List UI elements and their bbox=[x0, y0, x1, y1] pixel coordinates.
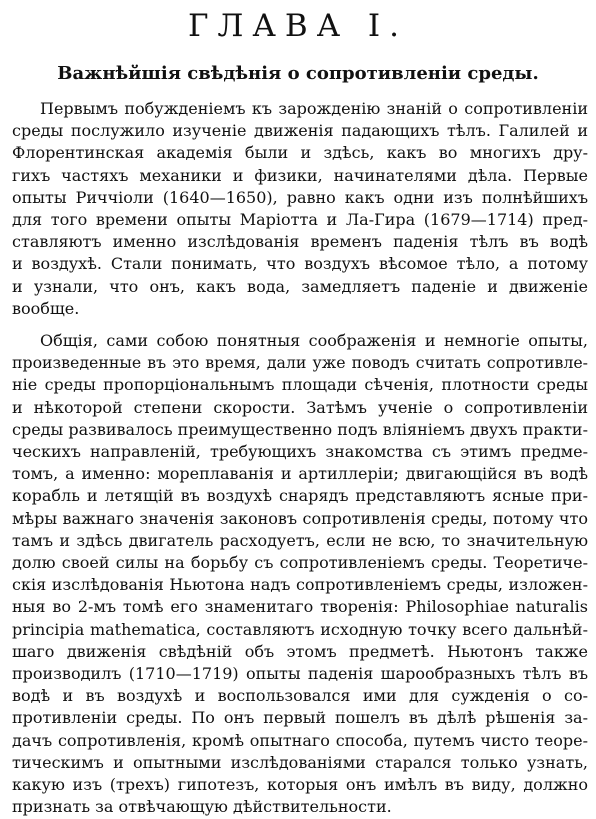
section-title: Важнѣйшія свѣдѣнія о сопротивленіи среды. bbox=[57, 63, 539, 84]
text-line: ставляютъ именно изслѣдованія временъ паденія тѣлъ въ водѣ bbox=[12, 232, 588, 252]
text-line: шаго движенія свѣдѣній объ этомъ предметѣ. Ньютонъ также bbox=[12, 641, 588, 661]
body-text bbox=[12, 98, 588, 819]
text-line: тамъ и здѣсь двигатель расходуетъ, если не всю, то значительную bbox=[12, 530, 588, 550]
text-line: гихъ частяхъ механики и физики, начинателями дѣла. Первые bbox=[12, 165, 588, 185]
text-line: долю своей силы на борьбу съ сопротивленіемъ среды. Теоретиче- bbox=[12, 553, 588, 573]
text-line: опыты Риччіоли (1640—1650), равно какъ одни изъ полнѣйшихъ bbox=[12, 187, 588, 207]
text-line: среды развивалось преимущественно подъ вліяніемъ двухъ практи- bbox=[12, 419, 588, 439]
text-line: и нѣкоторой степени скорости. Затѣмъ ученіе о сопротивленіи bbox=[12, 397, 588, 417]
text-line: и воздухѣ. Стали понимать, что воздухъ вѣсомое тѣло, а потому bbox=[12, 254, 588, 274]
text-line: principia mathematica, составляютъ исходную точку всего дальнѣй- bbox=[12, 619, 588, 639]
paragraph-2 bbox=[12, 330, 588, 818]
chapter-title: ГЛАВА I. bbox=[187, 8, 409, 44]
text-line: производилъ (1710—1719) опыты паденія шарообразныхъ тѣлъ въ bbox=[12, 664, 588, 684]
text-line: ніе среды пропорціональнымъ площади сѣченія, плотности среды bbox=[12, 375, 588, 395]
text-line: водѣ и въ воздухѣ и воспользовался ими для сужденія о со- bbox=[12, 686, 588, 706]
text-line: произведенные въ это время, дали уже поводъ считать сопротивле- bbox=[12, 353, 588, 373]
text-line: томъ, а именно: мореплаванія и артиллеріи; двигающійся въ водѣ bbox=[12, 464, 588, 484]
text-line: какую изъ (трехъ) гипотезъ, которыя онъ имѣлъ въ виду, должно bbox=[12, 775, 588, 795]
text-line: тическимъ и опытными изслѣдованіями старался только узнать, bbox=[12, 752, 588, 772]
text-line: и узнали, что онъ, какъ вода, замедляетъ паденіе и движеніе bbox=[12, 276, 588, 296]
text-line: Флорентинская академія были и здѣсь, какъ во многихъ дру- bbox=[12, 143, 588, 163]
paragraph-1 bbox=[12, 98, 588, 320]
text-line: Первымъ побужденіемъ къ зарожденію знаній о сопротивленіи bbox=[40, 99, 588, 118]
text-line: ческихъ направленій, требующихъ знакомства съ этимъ предме- bbox=[12, 442, 588, 462]
text-line: Общія, сами собою понятныя соображенія и немногіе опыты, bbox=[40, 331, 588, 351]
text-line: скія изслѣдованія Ньютона надъ сопротивленіемъ среды, изложен- bbox=[12, 575, 588, 595]
text-line: корабль и летящій въ воздухѣ снарядъ представляютъ ясные при- bbox=[12, 486, 588, 506]
text-line: признать за отвѣчающую дѣйствительности. bbox=[12, 797, 392, 817]
text-line: для того времени опыты Маріотта и Ла-Гира (1679—1714) пред- bbox=[12, 210, 588, 230]
text-line: мѣры важнаго значенія законовъ сопротивленія среды, потому что bbox=[12, 508, 588, 528]
text-line: противленіи среды. По онъ первый пошелъ въ дѣлѣ рѣшенія за- bbox=[12, 708, 588, 728]
text-line: ныя во 2-мъ томѣ его знаменитаго творенія: Philosophiae naturalis bbox=[12, 597, 588, 617]
text-line: дачъ сопротивленія, кромѣ опытнаго способа, путемъ чисто теоре- bbox=[12, 730, 588, 750]
text-line: вообще. bbox=[12, 298, 80, 318]
text-line: среды послужило изученіе движенія падающихъ тѣлъ. Галилей и bbox=[12, 121, 588, 141]
